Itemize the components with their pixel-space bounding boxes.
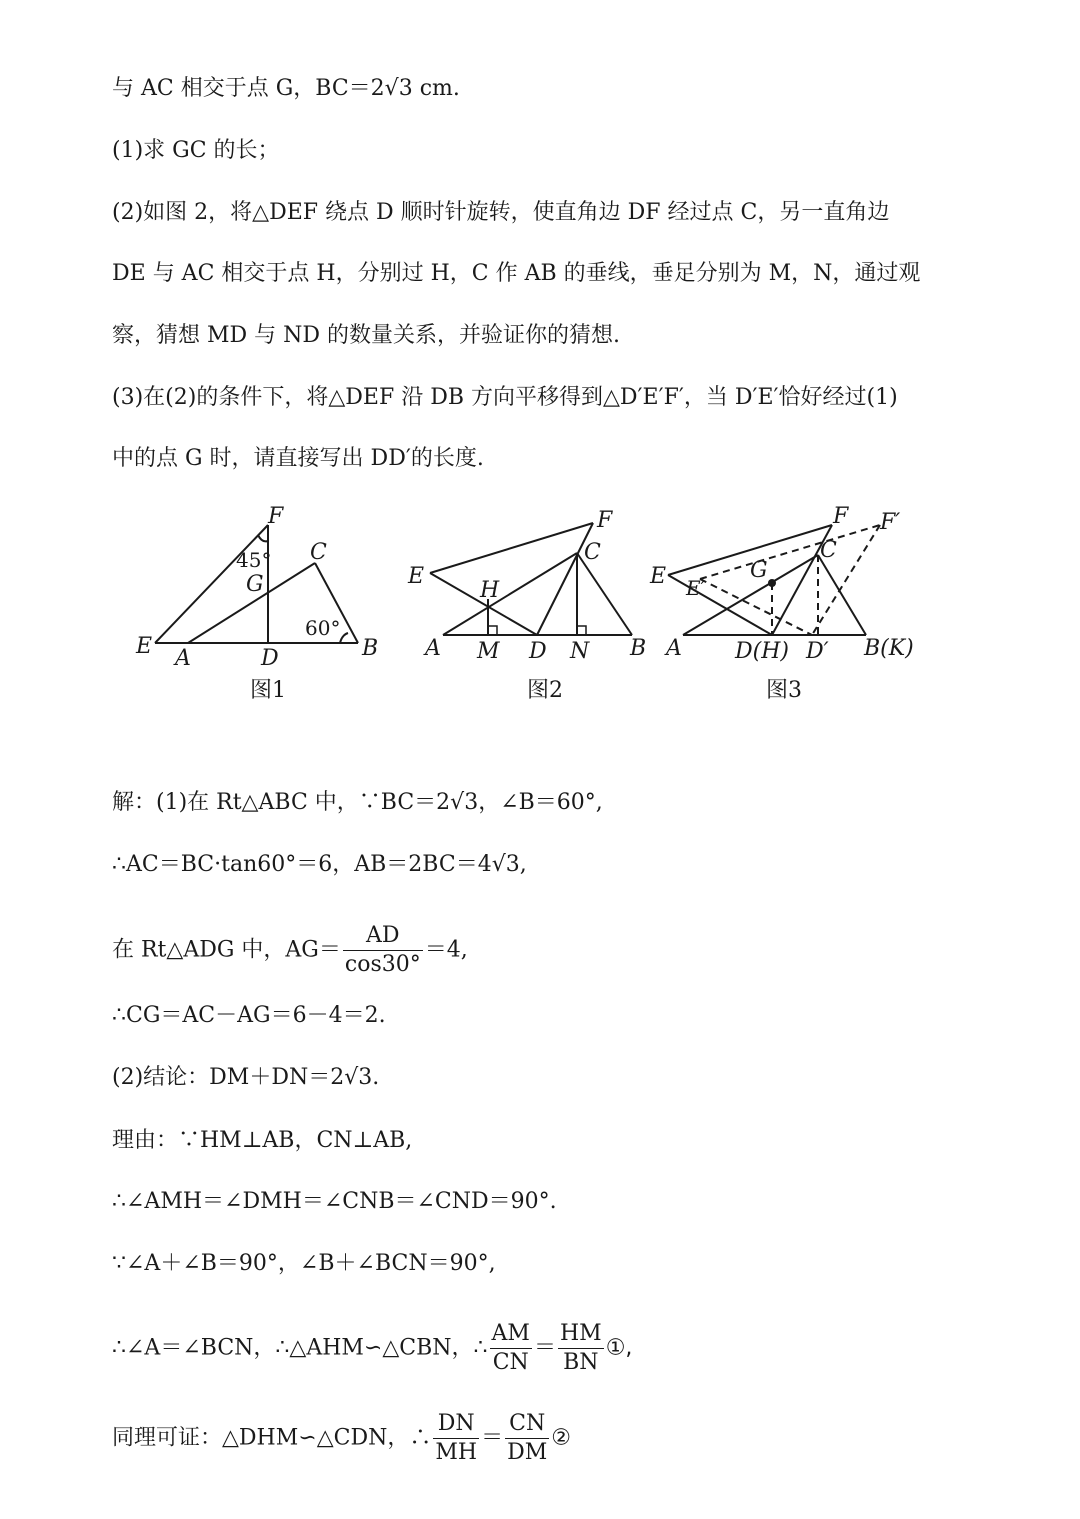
solution-line-7: ∴∠AMH＝∠DMH＝∠CNB＝∠CND＝90°. [112,1189,557,1214]
fig1-label-C: C [310,540,327,565]
problem-question-2: (2)如图 2，将△DEF 绕点 D 顺时针旋转，使直角边 DF 经过点 C，另一直角边 [112,200,890,225]
figure-3 [649,504,914,703]
fig2-label-A: A [425,636,441,661]
solution-line-3-text: 在 Rt△ADG 中，AG＝ [112,937,341,963]
fig2-label-H: H [480,578,500,603]
fraction-numerator: AD [343,922,423,951]
solution-line-5: (2)结论：DM＋DN＝2√3. [112,1065,380,1090]
solution-line-10-text: 同理可证：△DHM∽△CDN，∴ [112,1425,432,1451]
equals-sign: ＝ [533,1335,556,1361]
problem-question-2-cont: DE 与 AC 相交于点 H，分别过 H，C 作 AB 的垂线，垂足分别为 M，N，通过观 [112,261,921,286]
fraction-numerator: AM [490,1320,532,1349]
solution-line-3-result: ＝4, [424,937,468,963]
equation-marker-1: ①, [605,1335,633,1361]
fraction-cn-dm [505,1410,549,1467]
solution-line-2: ∴AC＝BC·tan60°＝6，AB＝2BC＝4√3, [112,852,527,877]
figure-1 [135,504,378,703]
fraction-denominator: MH [435,1440,478,1465]
problem-line-1: 与 AC 相交于点 G，BC＝2√3 cm. [112,76,460,101]
solution-line-8: ∵∠A＋∠B＝90°，∠B＋∠BCN＝90°, [112,1251,496,1276]
equals-sign: ＝ [481,1425,504,1451]
fig1-label-angle45: 45° [236,548,272,572]
fig2-label-C: C [584,540,601,565]
fig2-label-B: B [630,636,647,661]
fig2-label-F: F [597,508,613,533]
fraction-denominator: cos30° [344,952,421,977]
fig3-label-Ep: E′ [686,576,706,600]
fig3-label-F: F [833,504,849,529]
fig1-label-angle60: 60° [305,616,341,640]
fig2-label-N: N [570,639,590,664]
fig3-label-C: C [820,538,837,563]
fig3-label-G: G [750,558,768,583]
fraction-denominator: DM [507,1440,548,1465]
solution-line-9-text: ∴∠A＝∠BCN，∴△AHM∽△CBN，∴ [112,1335,488,1361]
figures [0,495,1080,725]
fig3-label-BK: B(K) [864,636,914,661]
solution-line-1: 解：(1)在 Rt△ABC 中，∵BC＝2√3，∠B＝60°, [112,790,603,815]
fig3-label-E: E [650,564,667,589]
fig3-label-A: A [666,636,682,661]
problem-question-2-end: 察，猜想 MD 与 ND 的数量关系，并验证你的猜想. [112,323,621,348]
fig3-label-Fp: F′ [880,510,901,535]
fig1-label-F: F [268,504,284,529]
fig1-caption: 图1 [250,678,286,703]
solution-line-4: ∴CG＝AC－AG＝6－4＝2. [112,1003,386,1028]
problem-question-3-end: 中的点 G 时，请直接写出 DD′的长度. [112,446,484,471]
figure-2 [407,508,646,703]
fraction-dn-mh [433,1410,479,1467]
fraction-numerator: DN [433,1410,479,1439]
fig1-label-D: D [261,646,279,671]
fig3-caption: 图3 [766,678,802,703]
problem-question-3: (3)在(2)的条件下，将△DEF 沿 DB 方向平移得到△D′E′F′，当 D′E′恰好经过(1) [112,385,898,410]
solution-line-9 [112,1320,632,1377]
fig2-label-M: M [477,639,500,664]
fig1-label-E: E [136,634,153,659]
fraction-ad-cos30 [343,922,423,979]
solution-line-6: 理由：∵HM⊥AB，CN⊥AB, [112,1128,413,1153]
fraction-numerator: HM [558,1320,604,1349]
fig1-label-A: A [175,646,191,671]
fraction-am-cn [490,1320,532,1377]
fig3-label-DH: D(H) [735,639,789,664]
fraction-denominator: CN [492,1350,529,1375]
fig1-label-G: G [246,572,264,597]
fig2-caption: 图2 [527,678,563,703]
fraction-hm-bn [558,1320,604,1377]
fraction-numerator: CN [505,1410,549,1439]
problem-question-1: (1)求 GC 的长； [112,138,280,163]
solution-line-3 [112,922,468,979]
fig1-label-B: B [362,636,379,661]
fig2-label-D: D [529,639,547,664]
fig2-label-E: E [408,564,425,589]
equation-marker-2: ② [551,1425,571,1451]
fig3-label-Dp: D′ [806,639,829,664]
solution-line-10 [112,1410,571,1467]
fraction-denominator: BN [563,1350,599,1375]
